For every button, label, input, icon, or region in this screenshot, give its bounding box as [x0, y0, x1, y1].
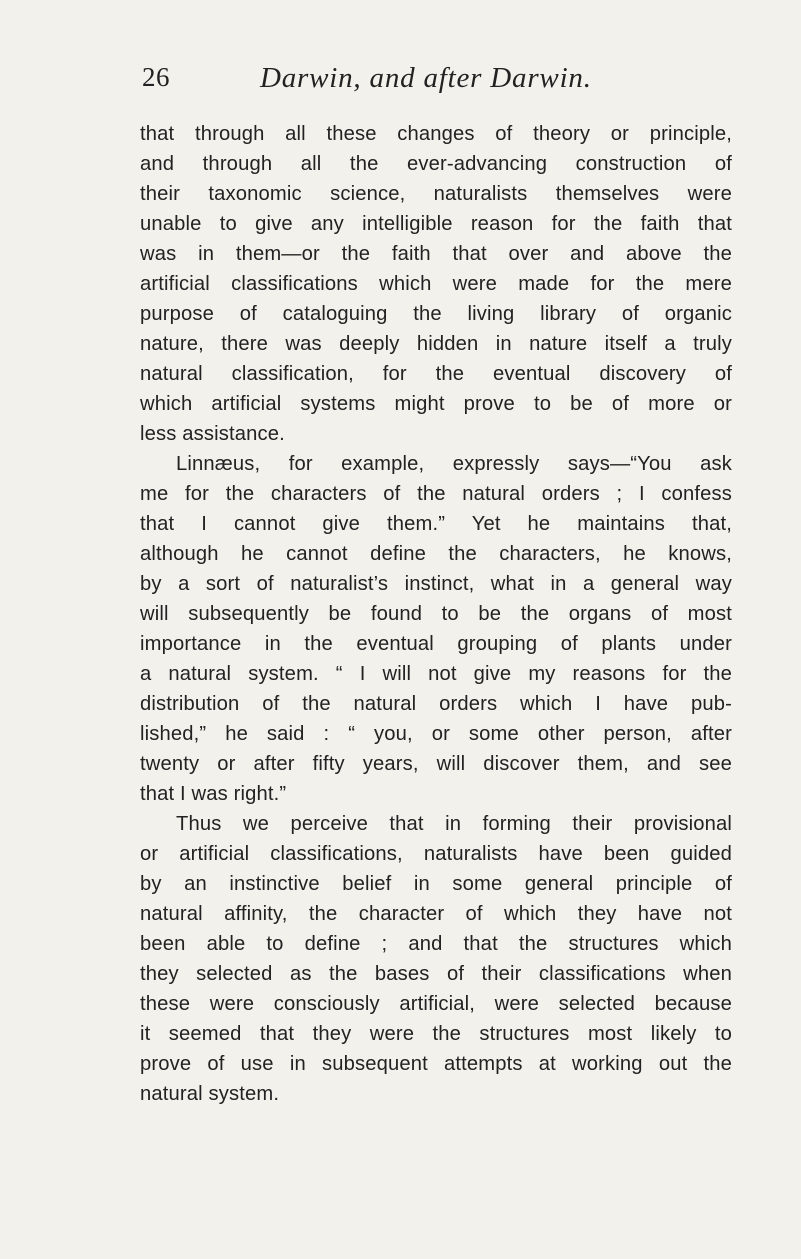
- text-line: Linnæus, for example, expressly says—“You ask: [176, 453, 732, 475]
- text-line: it seemed that they were the structures most likely to: [140, 1023, 732, 1045]
- text-line: by a sort of naturalist’s instinct, what in a general way: [140, 573, 732, 595]
- text-line: these were consciously artificial, were selected because: [140, 993, 732, 1015]
- text-line: will subsequently be found to be the organs of most: [140, 603, 732, 625]
- text-line: their taxonomic science, naturalists themselves were: [140, 183, 732, 205]
- text-line: nature, there was deeply hidden in nature itself a truly: [140, 333, 732, 355]
- text-line: which artificial systems might prove to be of more or: [140, 393, 732, 415]
- paragraph-1: [140, 119, 732, 449]
- text-line: that through all these changes of theory or principle,: [140, 123, 732, 145]
- text-line: less assistance.: [140, 423, 285, 445]
- text-line: natural system.: [140, 1083, 280, 1105]
- text-line: that I was right.”: [140, 783, 287, 805]
- text-line: prove of use in subsequent attempts at working out the: [140, 1053, 732, 1075]
- text-line: although he cannot define the characters, he knows,: [140, 543, 732, 565]
- text-line: was in them—or the faith that over and above the: [140, 243, 732, 265]
- body-text: [140, 119, 732, 1109]
- text-line: they selected as the bases of their classifications when: [140, 963, 732, 985]
- text-line: natural classification, for the eventual discovery of: [140, 363, 732, 385]
- text-line: artificial classifications which were made for the mere: [140, 273, 732, 295]
- text-line: natural affinity, the character of which they have not: [140, 903, 732, 925]
- text-line: been able to define ; and that the structures which: [140, 933, 732, 955]
- page-number: 26: [142, 62, 170, 92]
- text-line: twenty or after fifty years, will discover them, and see: [140, 753, 732, 775]
- text-line: a natural system. “ I will not give my reasons for the: [140, 663, 732, 685]
- page-header: [142, 62, 722, 102]
- text-line: and through all the ever-advancing construction of: [140, 153, 732, 175]
- running-title: Darwin, and after Darwin.: [260, 62, 592, 94]
- paragraph-3: [140, 809, 732, 1109]
- text-line: by an instinctive belief in some general principle of: [140, 873, 732, 895]
- text-line: or artificial classifications, naturalists have been guided: [140, 843, 732, 865]
- text-line: importance in the eventual grouping of plants under: [140, 633, 732, 655]
- text-line: me for the characters of the natural orders ; I confess: [140, 483, 732, 505]
- text-line: unable to give any intelligible reason for the faith that: [140, 213, 732, 235]
- text-line: purpose of cataloguing the living library of organic: [140, 303, 732, 325]
- text-line: lished,” he said : “ you, or some other person, after: [140, 723, 732, 745]
- text-line: Thus we perceive that in forming their provisional: [176, 813, 732, 835]
- paragraph-2: [140, 449, 732, 809]
- text-line: distribution of the natural orders which I have pub-: [140, 693, 732, 715]
- text-line: that I cannot give them.” Yet he maintains that,: [140, 513, 732, 535]
